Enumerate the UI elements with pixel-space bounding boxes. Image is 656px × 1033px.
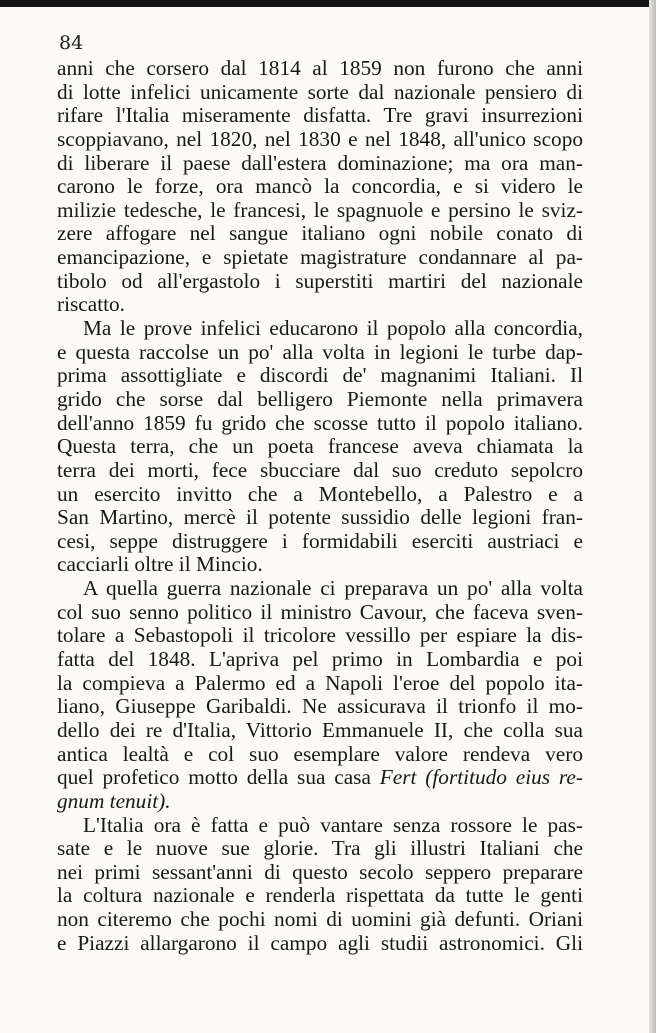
text-line: tolare a Sebastopoli il tricolore vessillo per espiare la dis- bbox=[57, 623, 583, 648]
text-line: dell'anno 1859 fu grido che scosse tutto il popolo italiano. bbox=[57, 410, 583, 435]
text-line: anni che corsero dal 1814 al 1859 non furono che anni bbox=[57, 56, 583, 80]
text-line: rifare l'Italia miseramente disfatta. Tre gravi insurrezioni bbox=[57, 103, 583, 128]
text-line: la coltura nazionale e renderla rispettata da tutte le genti bbox=[57, 883, 583, 908]
text-segment: quel profetico motto della sua casa bbox=[57, 765, 380, 790]
paragraph-2 bbox=[57, 317, 583, 577]
text-line: terra dei morti, fece sbucciare dal suo creduto sepolcro bbox=[57, 457, 583, 482]
text-line: antica lealtà e col suo esemplare valore rendeva vero bbox=[57, 741, 583, 766]
scan-top-border bbox=[0, 0, 656, 7]
text-line bbox=[57, 766, 583, 790]
text-line: carono le forze, ora mancò la concordia, e si videro le bbox=[57, 174, 583, 199]
text-line: San Martino, mercè il potente sussidio delle legioni fran- bbox=[57, 505, 583, 530]
paragraph-3 bbox=[57, 577, 583, 813]
paragraph-4 bbox=[57, 814, 583, 956]
page-number: 84 bbox=[59, 32, 84, 54]
text-line: e Piazzi allargarono il campo agli studii astronomici. Gli bbox=[57, 930, 583, 955]
text-line: col suo senno politico il ministro Cavour, che faceva sven- bbox=[57, 599, 583, 624]
paragraph-1 bbox=[57, 57, 583, 317]
text-line: di liberare il paese dall'estera dominazione; ma ora man- bbox=[57, 150, 583, 175]
text-line: emancipazione, e spietate magistrature condannare al pa- bbox=[57, 245, 583, 270]
text-line: prima assottigliate e discordi de' magnanimi Italiani. Il bbox=[57, 363, 583, 388]
text-line: tibolo od all'ergastolo i superstiti martiri del nazionale bbox=[57, 268, 583, 293]
text-line: liano, Giuseppe Garibaldi. Ne assicurava il trionfo il mo- bbox=[57, 694, 583, 719]
text-line: sate e le nuove sue glorie. Tra gli illustri Italiani che bbox=[57, 836, 583, 861]
text-line: cesi, seppe distruggere i formidabili eserciti austriaci e bbox=[57, 528, 583, 553]
text-line: milizie tedesche, le francesi, le spagnuole e persino le sviz- bbox=[57, 197, 583, 222]
text-line: nei primi sessant'anni di questo secolo seppero preparare bbox=[57, 859, 583, 884]
text-line: Questa terra, che un poeta francese aveva chiamata la bbox=[57, 434, 583, 459]
text-line: dello dei re d'Italia, Vittorio Emmanuele II, che colla sua bbox=[57, 717, 583, 742]
text-line: scoppiavano, nel 1820, nel 1830 e nel 1848, all'unico scopo bbox=[57, 126, 583, 151]
text-line: grido che sorse dal belligero Piemonte nella primavera bbox=[57, 386, 583, 411]
text-line: Ma le prove infelici educarono il popolo alla concordia, bbox=[83, 316, 583, 341]
italic-motto: Fert (fortitudo eius re- bbox=[379, 765, 583, 790]
text-line: e questa raccolse un po' alla volta in legioni le turbe dap- bbox=[57, 339, 583, 364]
scan-right-edge bbox=[649, 0, 656, 1033]
text-line: la compieva a Palermo ed a Napoli l'eroe del popolo ita- bbox=[57, 670, 583, 695]
body-text bbox=[57, 57, 583, 955]
text-line: L'Italia ora è fatta e può vantare senza rossore le pas- bbox=[83, 812, 583, 837]
text-line: A quella guerra nazionale ci preparava un po' alla volta bbox=[83, 576, 583, 601]
text-line: riscatto. bbox=[57, 292, 126, 317]
text-line: cacciarli oltre il Mincio. bbox=[57, 552, 263, 577]
italic-motto-end: gnum tenuit). bbox=[57, 788, 171, 813]
text-line: un esercito invitto che a Montebello, a Palestro e a bbox=[57, 481, 583, 506]
text-line: di lotte infelici unicamente sorte dal nazionale pensiero di bbox=[57, 79, 583, 104]
text-line: non citeremo che pochi nomi di uomini già defunti. Oriani bbox=[57, 907, 583, 932]
text-line: fatta del 1848. L'apriva pel primo in Lombardia e poi bbox=[57, 647, 583, 672]
text-line: zere affogare nel sangue italiano ogni nobile conato di bbox=[57, 221, 583, 246]
